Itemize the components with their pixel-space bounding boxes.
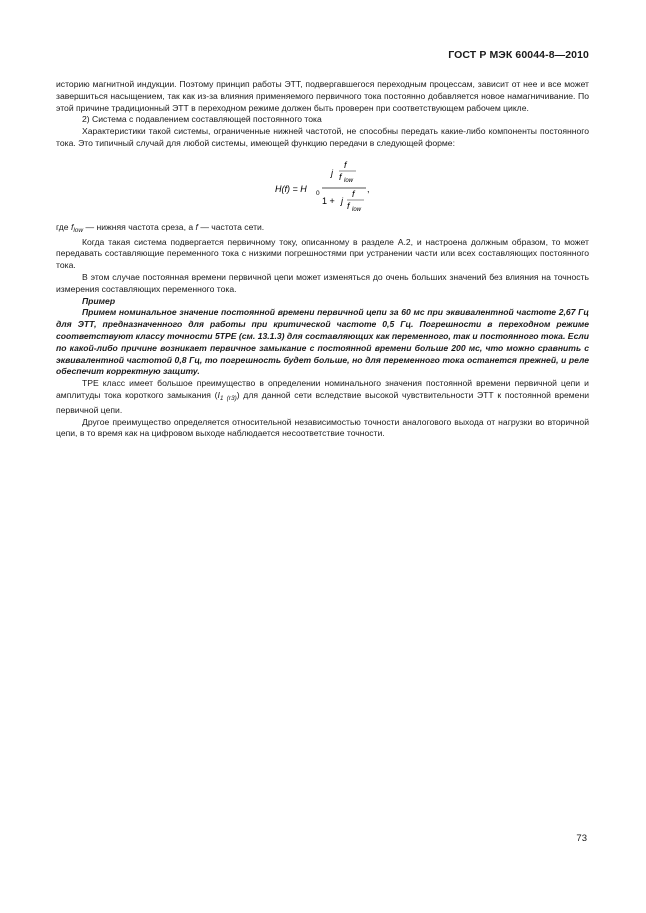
formula-lhs: H(f) = H (275, 183, 307, 194)
paragraph-7: TPE класс имеет большое преимущество в определении номинального значения постоянной времени первичной цепи и амплитуды тока короткого замыкания $(I_{1 (r3)})$ для данной сети вследствие высокой чувствительности ЭТТ к постоянной времени первичной цепи. (56, 378, 589, 415)
paragraph-4: где $f_{low}$ — нижняя частота среза, а f — частота сети. (56, 221, 265, 234)
denominator-low-sub: low (352, 206, 362, 213)
paragraph-1: историю магнитной индукции. Поэтому принцип работы ЭТТ, подвергавшегося переходным процессам, зависит от нее и все может завершиться насыщением, так как из-за влияния применяемого первичного тока постоянно добавляется новое намагничивание. По этой причине традиционный ЭТТ в переходном режиме должен быть проверен при соответствующем рабочем цикле. (56, 79, 589, 113)
example-title: Пример (82, 295, 116, 306)
paragraph-3: Характеристики такой системы, ограниченные нижней частотой, не способны передать какие-либо компоненты постоянного тока. Это типичный случай для любой системы, имеющей функцию передачи в следующей форме: (56, 126, 589, 148)
denominator-f: f (352, 188, 355, 199)
transfer-function-formula (56, 154, 589, 220)
denominator-j: j (341, 195, 343, 206)
paragraph-6: В этом случае постоянная времени первичной цепи может изменяться до очень больших значений без влияния на точность измерения составляющих переменного тока. (56, 271, 589, 294)
paragraph-5: Когда такая система подвергается первичному току, описанному в разделе А.2, и настроена должным образом, то может передавать составляющие переменного тока с низкими погрешностями при устранении части или всех составляющих постоянного тока. (56, 236, 589, 271)
paragraph-2: 2) Система с подавлением составляющей постоянного тока (82, 114, 322, 125)
formula-comma: , (367, 183, 370, 194)
formula-lhs-sub: 0 (316, 189, 320, 197)
main-text (56, 79, 589, 440)
page-number: 73 (576, 833, 587, 844)
numerator-j: j (331, 167, 333, 178)
numerator-f: f (344, 159, 347, 170)
example-text: Примем номинальное значение постоянной времени первичной цепи за 60 мс при эквивалентной частоте 2,67 Гц для ЭТТ, предназначенного для работы при критической частоте 0,5 Гц. Погрешности в переходном режиме соответствуют классу точности 5TPE (см. 13.1.3) для составляющих как переменного, так и постоянного тока. Если по какой-либо причине возникает первичное замыкание с постоянной времени больше 200 мс, что можно сравнить с эквивалентной частотой 0,8 Гц, то погрешность будет больше, но для переменного тока останется прежней, и реле обеспечит корректную защиту. (56, 307, 589, 377)
document-header: ГОСТ Р МЭК 60044-8—2010 (448, 49, 589, 61)
paragraph-8: Другое преимущество определяется относительной независимостью точности аналогового выхода от нагрузки во вторичной цепи, в то время как на цифровом выходе наблюдается несоответствие точности. (56, 416, 589, 439)
numerator-low-sub: low (344, 177, 354, 184)
numerator-flow: f (339, 171, 342, 182)
formula-svg (56, 154, 589, 220)
denominator-flow: f (347, 200, 350, 211)
denominator-one-plus: 1 + (322, 195, 335, 206)
